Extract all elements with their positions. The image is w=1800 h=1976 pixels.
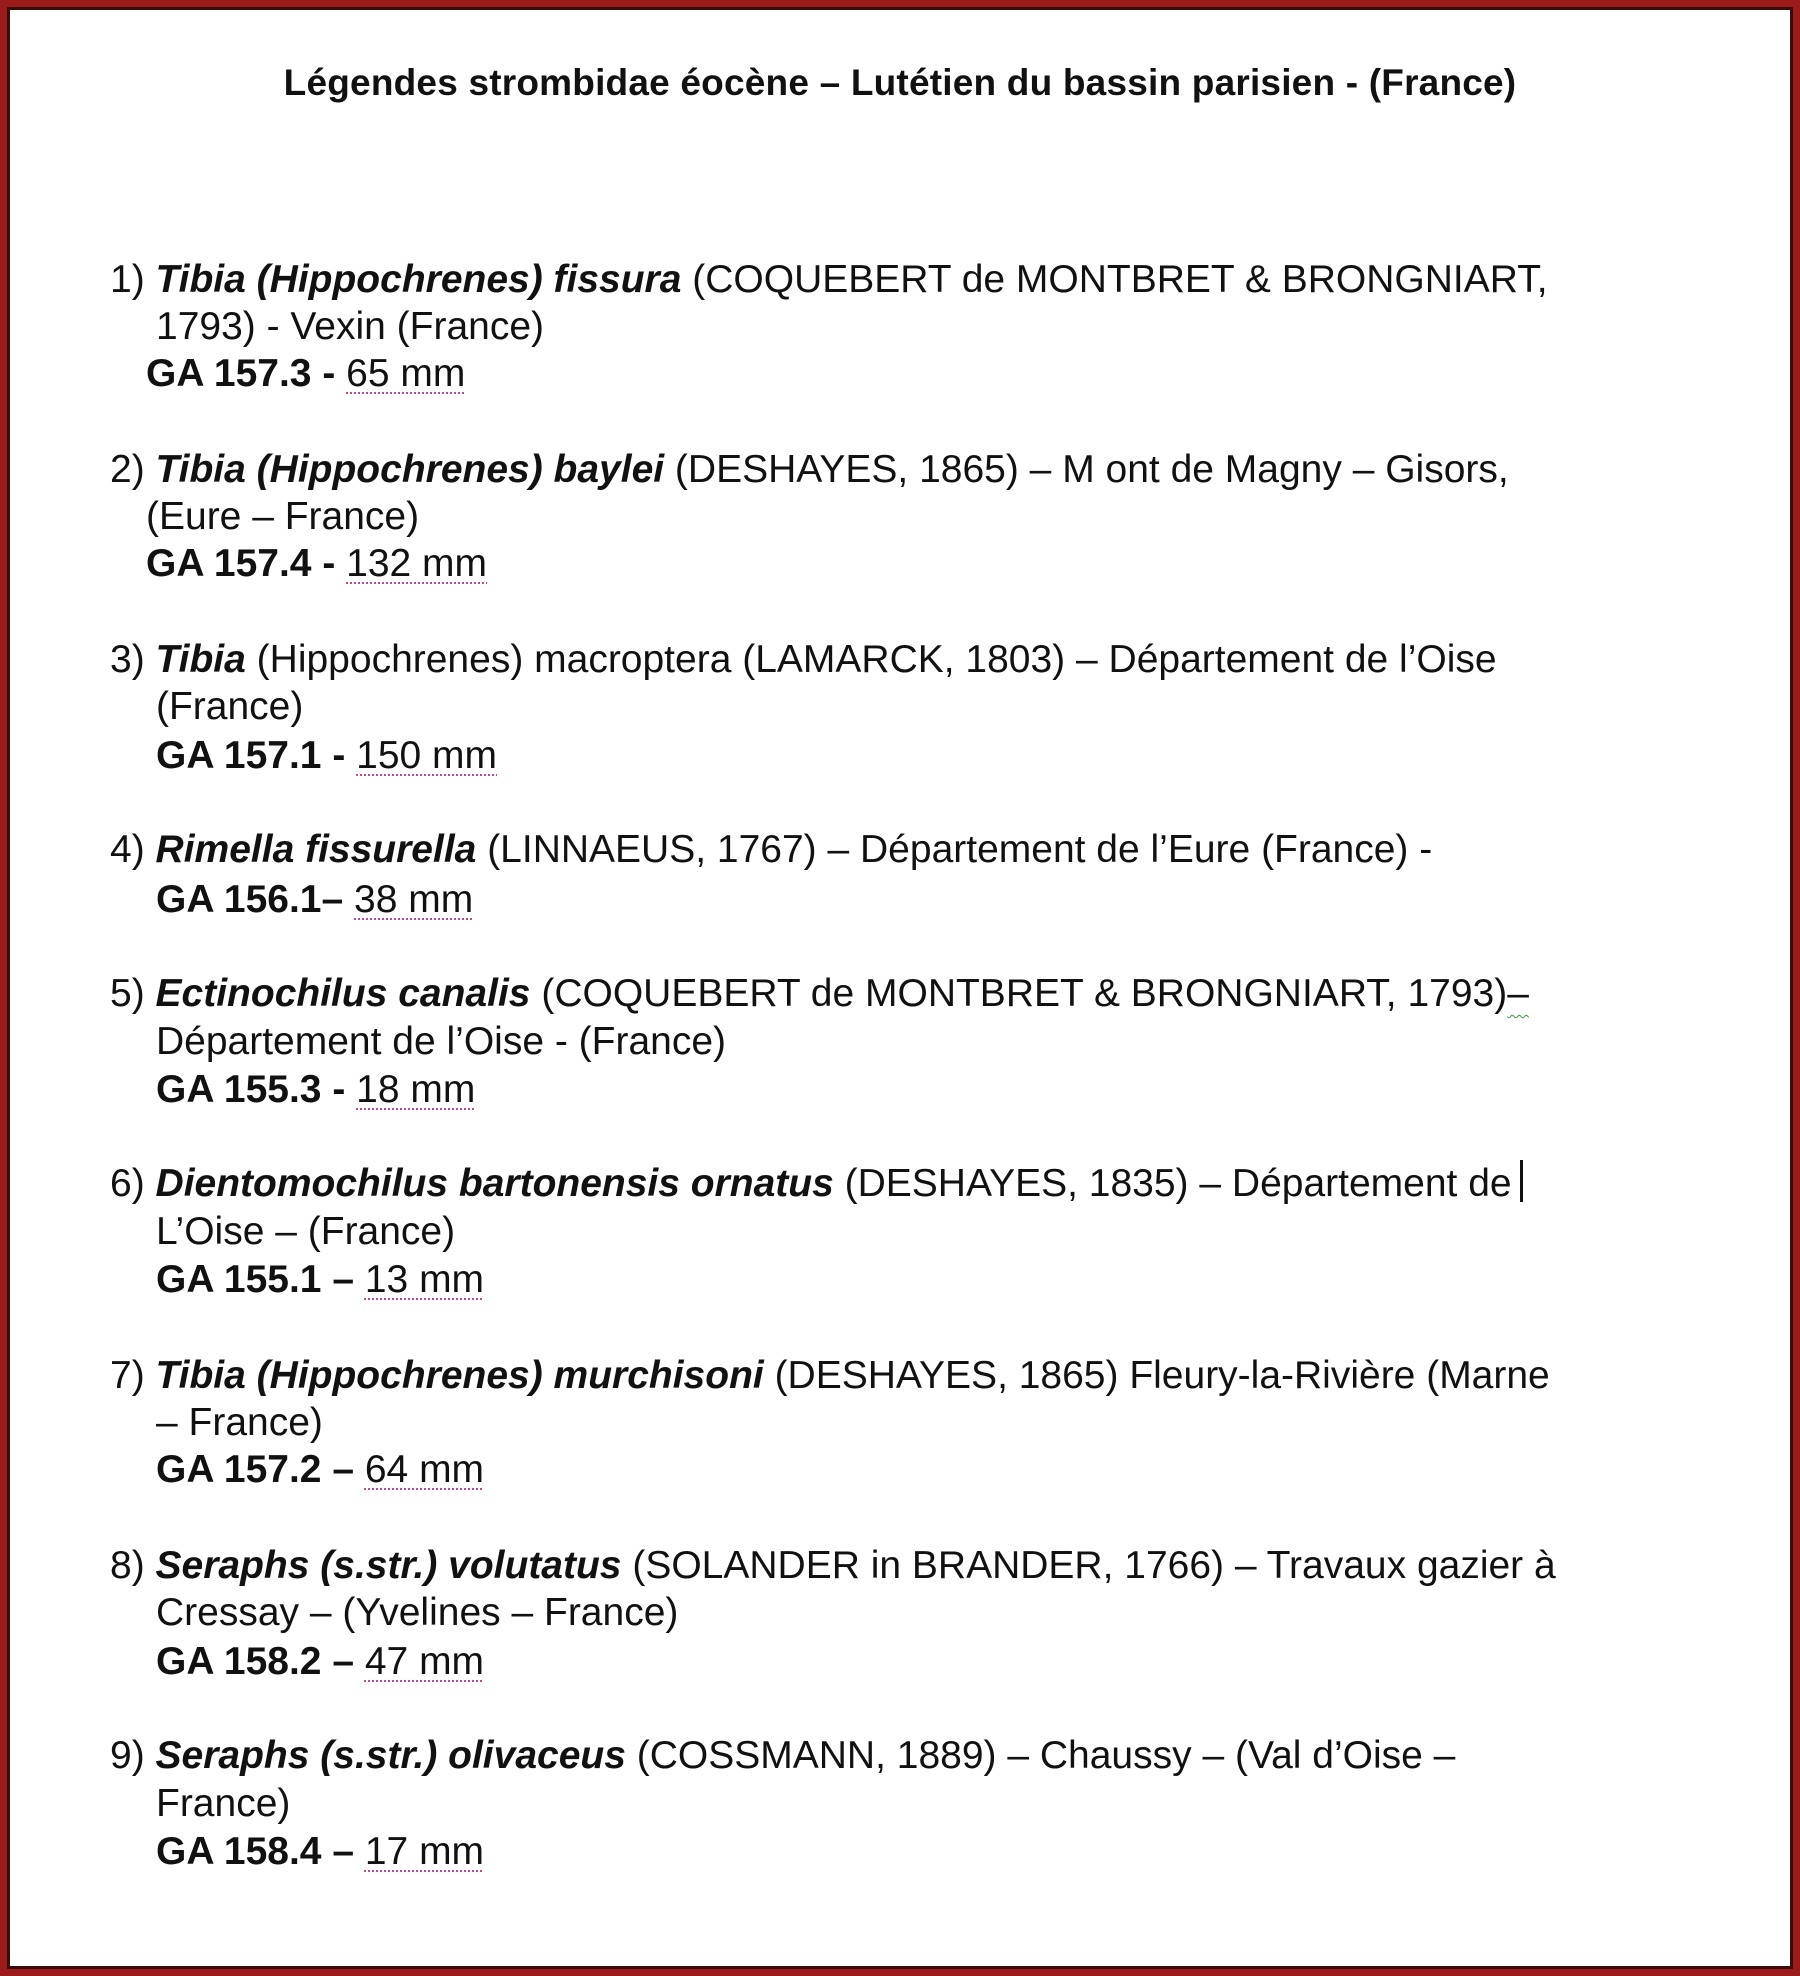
entry-line-1: [110, 1542, 1556, 1589]
species-authority: (DESHAYES, 1835) – Département de: [833, 1162, 1512, 1205]
specimen-size: 65 mm: [346, 352, 466, 395]
species-authority: (Hippochrenes) macroptera (LAMARCK, 1803) – Département de l’Oise: [245, 638, 1497, 681]
species-name: Seraphs (s.str.) volutatus: [155, 1544, 622, 1587]
specimen-code: GA 158.2 –: [156, 1640, 365, 1683]
specimen-size: 64 mm: [364, 1448, 485, 1491]
entry-line-1: [110, 446, 1509, 493]
specimen-size: 17 mm: [364, 1830, 485, 1873]
entry-specimen: [156, 1256, 484, 1303]
entry-specimen: [156, 1446, 484, 1493]
entry-line-2: (France): [156, 685, 304, 728]
species-authority: (DESHAYES, 1865) – M ont de Magny – Gisors,: [664, 448, 1509, 491]
entry-specimen: [146, 540, 487, 587]
entry-line-1: [110, 826, 1432, 873]
species-name: Ectinochilus canalis: [155, 972, 531, 1015]
specimen-code: GA 157.3 -: [146, 352, 347, 395]
entry-number: 2): [110, 448, 145, 491]
specimen-code: GA 157.1 -: [156, 734, 357, 777]
species-authority: (SOLANDER in BRANDER, 1766) – Travaux gazier à: [621, 1544, 1556, 1587]
entry-line-1: [110, 970, 1529, 1017]
specimen-size: 13 mm: [364, 1258, 485, 1301]
entry-specimen: [156, 876, 473, 923]
specimen-code: GA 156.1–: [156, 878, 355, 921]
entry-line-1: [110, 1732, 1455, 1779]
specimen-code: GA 157.2 –: [156, 1448, 365, 1491]
entry-line-2: L’Oise – (France): [156, 1210, 456, 1253]
species-authority: (COQUEBERT de MONTBRET & BRONGNIART, 1793): [530, 972, 1508, 1015]
text-cursor: [1520, 1160, 1523, 1202]
entry-line-2: – France): [156, 1401, 323, 1444]
entry-line-1: [110, 1352, 1550, 1399]
entry-number: 8): [110, 1544, 145, 1587]
entry-line-1: [110, 636, 1497, 683]
specimen-size: 18 mm: [356, 1068, 476, 1111]
species-name: Dientomochilus bartonensis ornatus: [155, 1162, 834, 1205]
specimen-size: 38 mm: [354, 878, 474, 921]
specimen-size: 150 mm: [356, 734, 498, 777]
entry-number: 4): [110, 828, 145, 871]
entry-number: 3): [110, 638, 145, 681]
grammar-check-mark: –: [1507, 972, 1529, 1015]
specimen-code: GA 158.4 –: [156, 1830, 365, 1873]
species-authority: (LINNAEUS, 1767) – Département de l’Eure (France) -: [476, 828, 1433, 871]
specimen-code: GA 155.1 –: [156, 1258, 365, 1301]
species-name: Tibia (Hippochrenes) baylei: [155, 448, 665, 491]
entry-line-2: Cressay – (Yvelines – France): [156, 1591, 679, 1634]
species-authority: (COQUEBERT de MONTBRET & BRONGNIART,: [681, 258, 1548, 301]
entry-specimen: [146, 350, 465, 397]
specimen-code: GA 155.3 -: [156, 1068, 357, 1111]
entry-line-2: 1793) - Vexin (France): [156, 305, 545, 348]
species-authority: (COSSMANN, 1889) – Chaussy – (Val d’Oise –: [625, 1734, 1456, 1777]
entry-specimen: [156, 1828, 484, 1875]
entry-line-2: France): [156, 1782, 291, 1825]
entry-number: 9): [110, 1734, 145, 1777]
species-authority: (DESHAYES, 1865) Fleury-la-Rivière (Marne: [763, 1354, 1550, 1397]
entry-number: 5): [110, 972, 145, 1015]
entry-number: 1): [110, 258, 145, 301]
entry-number: 6): [110, 1162, 145, 1205]
specimen-size: 132 mm: [346, 542, 488, 585]
entry-line-2: Département de l’Oise - (France): [156, 1020, 727, 1063]
entry-line-2: (Eure – France): [146, 495, 420, 538]
entry-specimen: [156, 1638, 484, 1685]
specimen-code: GA 157.4 -: [146, 542, 347, 585]
species-name: Tibia (Hippochrenes) fissura: [155, 258, 682, 301]
species-name: Seraphs (s.str.) olivaceus: [155, 1734, 626, 1777]
specimen-size: 47 mm: [364, 1640, 485, 1683]
entry-line-1: [110, 1160, 1523, 1207]
species-name: Tibia: [155, 638, 246, 681]
species-name: Rimella fissurella: [155, 828, 477, 871]
species-name: Tibia (Hippochrenes) murchisoni: [155, 1354, 764, 1397]
entry-line-1: [110, 256, 1548, 303]
document-title: Légendes strombidae éocène – Lutétien du bassin parisien - (France): [283, 62, 1517, 103]
entry-specimen: [156, 732, 497, 779]
entry-number: 7): [110, 1354, 145, 1397]
entry-specimen: [156, 1066, 475, 1113]
